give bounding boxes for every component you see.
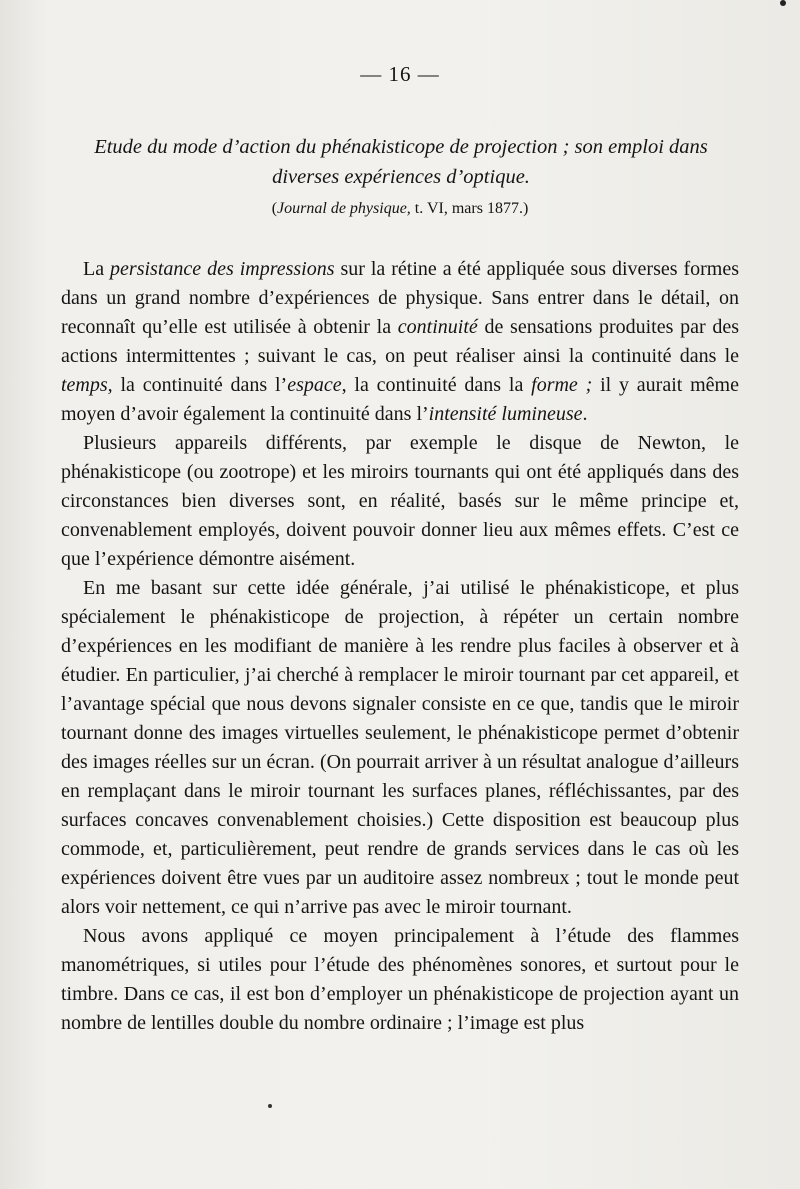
ink-dot <box>268 1104 272 1108</box>
emphasis: persistance des impressions <box>110 258 335 280</box>
paragraph-2: Plusieurs appareils différents, par exemple le disque de Newton, le phénakisticope (ou zootrope) et les miroirs tournants qui ont été appliqués dans des circonstances bien diverses sont, en réalité, basés sur le même principe et, convenablement employés, doivent pouvoir donner lieu aux mêmes effets. C’est ce que l’expérience démontre aisément. <box>61 432 739 570</box>
text-run: sur la rétine a été appliquée sous diverses formes dans un grand nombre d’expériences de physique. Sans entrer dans le détail, on reconnaît qu’elle est utilisée à obtenir la <box>61 258 739 338</box>
text-run: , la continuité dans la <box>341 374 532 396</box>
emphasis: intensité lumineuse <box>428 403 583 425</box>
title-line-2: diverses expériences d’optique. <box>272 166 530 188</box>
text-run: de sensations produites par des actions intermittentes ; suivant le cas, on peut réaliser ainsi la continuité dans le <box>61 316 739 367</box>
text-run: la continuité dans l’ <box>112 374 288 396</box>
paragraph-4: Nous avons appliqué ce moyen principalement à l’étude des flammes manométriques, si utiles pour l’étude des phénomènes sonores, et surtout pour le timbre. Dans ce cas, il est bon d’employer un phénakisticope de projection ayant un nombre de lentilles double du nombre ordinaire ; l’image est plus <box>61 925 739 1034</box>
emphasis: continuité <box>397 316 478 338</box>
journal-name: Journal de physique, <box>277 200 411 217</box>
emphasis: forme ; <box>531 374 593 396</box>
page-number: — 16 — <box>360 62 440 86</box>
article-body <box>61 255 739 1038</box>
title-line-1: Etude du mode d’action du phénakisticope de projection ; son emploi dans <box>94 136 708 158</box>
source-reference: (Journal de physique, t. VI, mars 1877.) <box>271 200 529 217</box>
paragraph-1 <box>61 255 739 429</box>
text-run: La <box>83 258 111 280</box>
text-run: il y aurait même moyen d’avoir également la continuité dans l’ <box>61 374 739 425</box>
journal-details: t. VI, mars 1877. <box>410 200 523 217</box>
emphasis: espace <box>287 374 342 396</box>
article-title <box>62 132 740 192</box>
text-run: . <box>582 403 588 425</box>
emphasis: temps, <box>61 374 113 396</box>
paragraph-3: En me basant sur cette idée générale, j’ai utilisé le phénakisticope, et plus spécialement le phénakisticope de projection, à répéter un certain nombre d’expériences en les modifiant de manière à les rendre plus faciles à observer et à étudier. En particulier, j’ai cherché à remplacer le miroir tournant par cet appareil, et l’avantage spécial que nous devons signaler consiste en ce que, tandis que le miroir tournant donne des images virtuelles seulement, le phénakisticope permet d’obtenir des images réelles sur un écran. (On pourrait arriver à un résultat analogue d’ailleurs en remplaçant dans le miroir tournant les surfaces planes, réfléchissantes, par des surfaces concaves convenablement choisies.) Cette disposition est beaucoup plus commode, et, particulièrement, peut rendre de grands services dans le cas où les expériences doivent être vues par un auditoire assez nombreux ; tout le monde peut alors voir nettement, ce qui n’arrive pas avec le miroir tournant. <box>61 577 739 918</box>
ink-mark <box>780 0 786 6</box>
